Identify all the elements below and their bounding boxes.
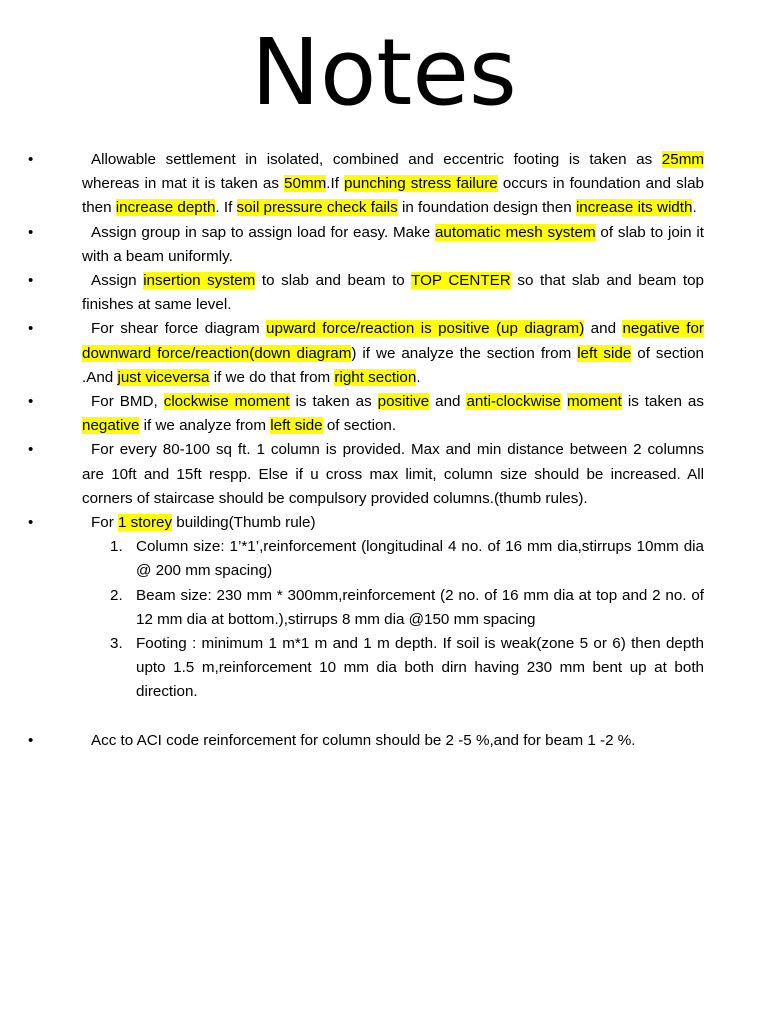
highlighted-text: moment — [566, 393, 622, 411]
note-bullet — [0, 148, 768, 221]
note-text: ) if we analyze the section from — [351, 344, 578, 362]
note-text: of section .And — [82, 344, 704, 386]
note-text: is taken as — [289, 393, 378, 411]
bullet-marker: • — [28, 731, 34, 749]
item-number: 2. — [110, 586, 123, 604]
note-bullet — [0, 438, 768, 511]
note-bullet — [0, 221, 768, 269]
highlighted-text: clockwise moment — [163, 393, 290, 411]
note-text: whereas in mat it is taken as — [82, 175, 285, 193]
item-text: Footing : minimum 1 m*1 m and 1 m depth. If soil is weak(zone 5 or 6) then depth upto 1.5 m,reinforcement 10 mm dia both dirn having 230 mm bent up at both direction. — [136, 635, 704, 701]
note-text: and — [584, 320, 623, 338]
note-text: For — [91, 514, 119, 532]
highlighted-text: right section — [334, 368, 417, 386]
note-text: Assign group in sap to assign load for easy. Make — [91, 223, 435, 241]
note-text: if we analyze from — [139, 417, 271, 435]
note-text: occurs in foundation and slab then — [82, 175, 704, 217]
highlighted-text: increase its width — [575, 199, 693, 217]
numbered-item — [0, 584, 768, 632]
note-text: For BMD, — [91, 393, 164, 411]
bullet-marker: • — [28, 393, 34, 411]
note-text: . If — [215, 199, 237, 217]
bullet-marker: • — [28, 223, 34, 241]
highlighted-text: positive — [377, 393, 430, 411]
bullet-marker: • — [28, 514, 34, 532]
highlighted-text: negative — [82, 417, 140, 435]
highlighted-text: upward force/reaction is positive (up diagram) — [266, 320, 585, 338]
note-text: so that slab and beam top finishes at same level. — [82, 272, 704, 314]
highlighted-text: left side — [270, 417, 323, 435]
numbered-item — [0, 632, 768, 705]
highlighted-text: soil pressure check fails — [236, 199, 398, 217]
note-text: in foundation design then — [397, 199, 576, 217]
note-text: .If — [326, 175, 345, 193]
note-text: . — [692, 199, 697, 217]
highlighted-text: left side — [577, 344, 632, 362]
highlighted-text: automatic mesh system — [434, 223, 596, 241]
bullet-marker: • — [28, 441, 34, 459]
note-text: For every 80-100 sq ft. 1 column is provided. Max and min distance between 2 columns are 10ft and 15ft respp. Else if u cross max limit, column size should be increased. All corners of staircase should be compulsory provided columns.(thumb rules). — [82, 441, 704, 507]
highlighted-text: just viceversa — [117, 368, 210, 386]
notes-list — [0, 148, 768, 753]
note-bullet — [0, 317, 768, 390]
item-number: 3. — [110, 635, 123, 653]
note-text: if we do that from — [209, 368, 335, 386]
highlighted-text: increase depth — [115, 199, 216, 217]
item-text: Beam size: 230 mm * 300mm,reinforcement (2 no. of 16 mm dia at top and 2 no. of 12 mm dia at bottom.),stirrups 8 mm dia @150 mm spacing — [136, 586, 704, 628]
note-text: building(Thumb rule) — [172, 514, 316, 532]
item-text: Column size: 1’*1’,reinforcement (longitudinal 4 no. of 16 mm dia,stirrups 10mm dia @ 200 mm spacing) — [136, 538, 704, 580]
note-text: of section. — [322, 417, 397, 435]
highlighted-text: anti-clockwise — [466, 393, 561, 411]
item-number: 1. — [110, 538, 123, 556]
highlighted-text: negative for downward force/reaction(down diagram — [82, 320, 704, 362]
note-text: For shear force diagram — [91, 320, 267, 338]
highlighted-text: 1 storey — [118, 514, 173, 532]
note-bullet — [0, 269, 768, 317]
bullet-marker: • — [28, 151, 34, 168]
page-title: Notes — [251, 19, 517, 126]
note-text: to slab and beam to — [255, 272, 412, 290]
note-text: is taken as — [621, 393, 704, 411]
highlighted-text: TOP CENTER — [411, 272, 511, 290]
note-text: Acc to ACI code reinforcement for column should be 2 -5 %,and for beam 1 -2 %. — [91, 731, 636, 749]
note-text: Assign — [91, 272, 144, 290]
numbered-item — [0, 535, 768, 583]
note-bullet — [0, 729, 768, 753]
highlighted-text: punching stress failure — [344, 175, 498, 193]
note-text: and — [429, 393, 467, 411]
note-text: . — [416, 368, 421, 386]
note-text: of slab to join it with a beam uniformly. — [82, 223, 705, 265]
note-bullet — [0, 511, 768, 535]
bullet-marker: • — [28, 272, 34, 290]
highlighted-text: 50mm — [284, 175, 327, 193]
note-bullet — [0, 390, 768, 438]
bullet-marker: • — [28, 320, 34, 338]
note-text: Allowable settlement in isolated, combined and eccentric footing is taken as — [91, 151, 662, 168]
highlighted-text: insertion system — [143, 272, 256, 290]
highlighted-text: 25mm — [661, 151, 704, 168]
